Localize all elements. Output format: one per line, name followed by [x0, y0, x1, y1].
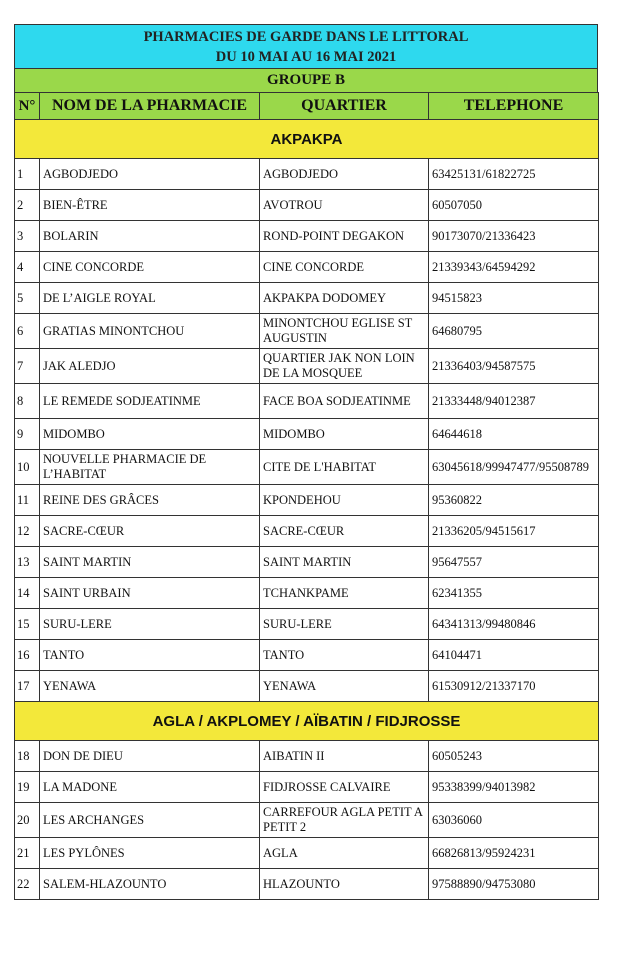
table-row — [15, 159, 599, 190]
quartier: HLAZOUNTO — [260, 869, 429, 900]
table-row — [15, 671, 599, 702]
table-row — [15, 772, 599, 803]
quartier: KPONDEHOU — [260, 485, 429, 516]
pharmacy-name: TANTO — [40, 640, 260, 671]
pharmacy-name: SALEM-HLAZOUNTO — [40, 869, 260, 900]
pharmacy-name: LES PYLÔNES — [40, 838, 260, 869]
row-number: 1 — [15, 159, 40, 190]
section-row — [15, 120, 599, 159]
title-line-1: PHARMACIES DE GARDE DANS LE LITTORAL — [143, 29, 469, 45]
section-title: AGLA / AKPLOMEY / AÏBATIN / FIDJROSSE — [15, 702, 599, 741]
row-number: 12 — [15, 516, 40, 547]
col-header-number: N° — [15, 93, 40, 120]
row-number: 4 — [15, 252, 40, 283]
telephone: 64644618 — [429, 419, 599, 450]
table-row — [15, 252, 599, 283]
telephone: 21336403/94587575 — [429, 349, 599, 384]
pharmacy-duty-sheet — [14, 24, 598, 900]
telephone: 64104471 — [429, 640, 599, 671]
pharmacy-name: LES ARCHANGES — [40, 803, 260, 838]
quartier: FACE BOA SODJEATINME — [260, 384, 429, 419]
row-number: 15 — [15, 609, 40, 640]
col-header-name: NOM DE LA PHARMACIE — [40, 93, 260, 120]
quartier: SURU-LERE — [260, 609, 429, 640]
row-number: 11 — [15, 485, 40, 516]
table-row — [15, 190, 599, 221]
row-number: 10 — [15, 450, 40, 485]
row-number: 17 — [15, 671, 40, 702]
telephone: 97588890/94753080 — [429, 869, 599, 900]
pharmacy-name: SAINT MARTIN — [40, 547, 260, 578]
telephone: 66826813/95924231 — [429, 838, 599, 869]
table-row — [15, 741, 599, 772]
table-row — [15, 450, 599, 485]
telephone: 63425131/61822725 — [429, 159, 599, 190]
row-number: 21 — [15, 838, 40, 869]
row-number: 14 — [15, 578, 40, 609]
quartier: TCHANKPAME — [260, 578, 429, 609]
section-row — [15, 702, 599, 741]
telephone: 95647557 — [429, 547, 599, 578]
quartier: ROND-POINT DEGAKON — [260, 221, 429, 252]
pharmacy-name: YENAWA — [40, 671, 260, 702]
row-number: 16 — [15, 640, 40, 671]
telephone: 95360822 — [429, 485, 599, 516]
row-number: 22 — [15, 869, 40, 900]
table-row — [15, 516, 599, 547]
row-number: 6 — [15, 314, 40, 349]
pharmacy-name: BOLARIN — [40, 221, 260, 252]
quartier: SACRE-CŒUR — [260, 516, 429, 547]
pharmacy-name: NOUVELLE PHARMACIE DE L’HABITAT — [40, 450, 260, 485]
table-row — [15, 547, 599, 578]
quartier: AIBATIN II — [260, 741, 429, 772]
pharmacy-name: CINE CONCORDE — [40, 252, 260, 283]
quartier: AVOTROU — [260, 190, 429, 221]
telephone: 64680795 — [429, 314, 599, 349]
pharmacy-name: MIDOMBO — [40, 419, 260, 450]
col-header-telephone: TELEPHONE — [429, 93, 599, 120]
col-header-quartier: QUARTIER — [260, 93, 429, 120]
pharmacy-name: SACRE-CŒUR — [40, 516, 260, 547]
pharmacy-name: GRATIAS MINONTCHOU — [40, 314, 260, 349]
telephone: 95338399/94013982 — [429, 772, 599, 803]
pharmacy-name: SAINT URBAIN — [40, 578, 260, 609]
telephone: 21333448/94012387 — [429, 384, 599, 419]
quartier: CARREFOUR AGLA PETIT A PETIT 2 — [260, 803, 429, 838]
table-row — [15, 578, 599, 609]
quartier: SAINT MARTIN — [260, 547, 429, 578]
quartier: MINONTCHOU EGLISE ST AUGUSTIN — [260, 314, 429, 349]
pharmacy-table — [14, 92, 599, 900]
table-row — [15, 221, 599, 252]
row-number: 19 — [15, 772, 40, 803]
quartier: AGBODJEDO — [260, 159, 429, 190]
row-number: 9 — [15, 419, 40, 450]
row-number: 3 — [15, 221, 40, 252]
table-row — [15, 419, 599, 450]
table-row — [15, 803, 599, 838]
group-label: GROUPE B — [14, 68, 598, 92]
table-row — [15, 838, 599, 869]
telephone: 90173070/21336423 — [429, 221, 599, 252]
quartier: YENAWA — [260, 671, 429, 702]
pharmacy-name: LA MADONE — [40, 772, 260, 803]
telephone: 63036060 — [429, 803, 599, 838]
quartier: CINE CONCORDE — [260, 252, 429, 283]
pharmacy-name: BIEN-ÊTRE — [40, 190, 260, 221]
section-title: AKPAKPA — [15, 120, 599, 159]
table-row — [15, 283, 599, 314]
quartier: TANTO — [260, 640, 429, 671]
pharmacy-name: REINE DES GRÂCES — [40, 485, 260, 516]
row-number: 20 — [15, 803, 40, 838]
table-row — [15, 640, 599, 671]
telephone: 60505243 — [429, 741, 599, 772]
telephone: 64341313/99480846 — [429, 609, 599, 640]
pharmacy-name: AGBODJEDO — [40, 159, 260, 190]
quartier: AKPAKPA DODOMEY — [260, 283, 429, 314]
pharmacy-name: DON DE DIEU — [40, 741, 260, 772]
pharmacy-name: SURU-LERE — [40, 609, 260, 640]
quartier: CITE DE L'HABITAT — [260, 450, 429, 485]
row-number: 13 — [15, 547, 40, 578]
table-row — [15, 384, 599, 419]
table-row — [15, 485, 599, 516]
row-number: 5 — [15, 283, 40, 314]
pharmacy-name: DE L’AIGLE ROYAL — [40, 283, 260, 314]
telephone: 21339343/64594292 — [429, 252, 599, 283]
quartier: AGLA — [260, 838, 429, 869]
telephone: 63045618/99947477/95508789 — [429, 450, 599, 485]
title-block — [14, 24, 598, 68]
quartier: FIDJROSSE CALVAIRE — [260, 772, 429, 803]
telephone: 60507050 — [429, 190, 599, 221]
table-body — [15, 120, 599, 900]
telephone: 21336205/94515617 — [429, 516, 599, 547]
row-number: 2 — [15, 190, 40, 221]
quartier: QUARTIER JAK NON LOIN DE LA MOSQUEE — [260, 349, 429, 384]
telephone: 62341355 — [429, 578, 599, 609]
row-number: 7 — [15, 349, 40, 384]
quartier: MIDOMBO — [260, 419, 429, 450]
table-row — [15, 609, 599, 640]
table-row — [15, 349, 599, 384]
telephone: 94515823 — [429, 283, 599, 314]
table-row — [15, 869, 599, 900]
title-line-2: DU 10 MAI AU 16 MAI 2021 — [215, 49, 397, 65]
pharmacy-name: LE REMEDE SODJEATINME — [40, 384, 260, 419]
row-number: 8 — [15, 384, 40, 419]
pharmacy-name: JAK ALEDJO — [40, 349, 260, 384]
table-row — [15, 314, 599, 349]
telephone: 61530912/21337170 — [429, 671, 599, 702]
row-number: 18 — [15, 741, 40, 772]
header-row — [15, 93, 599, 120]
